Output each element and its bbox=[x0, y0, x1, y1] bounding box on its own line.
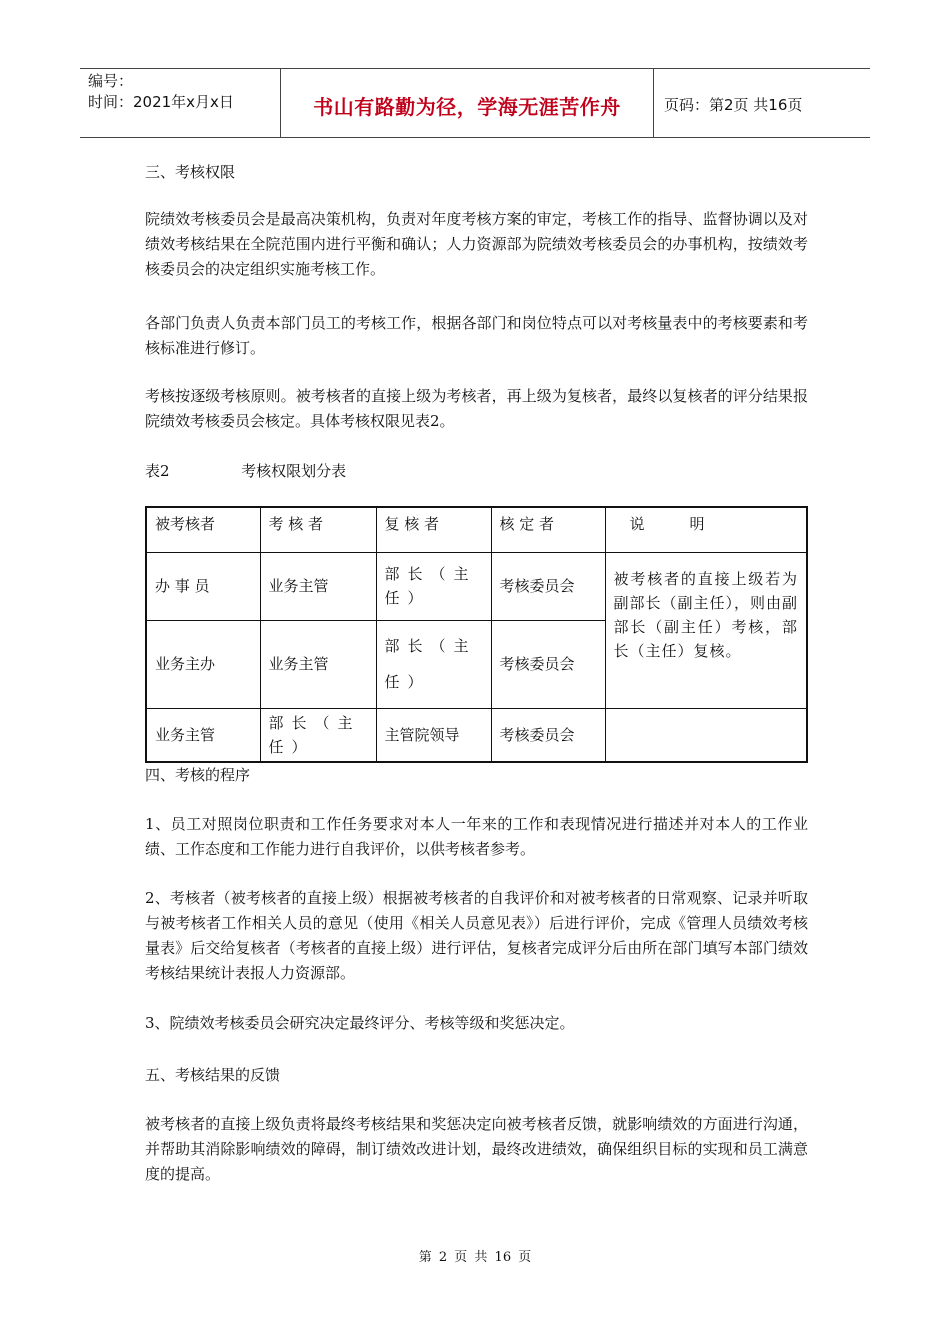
table-cell: 办 事 员 bbox=[146, 552, 260, 620]
table-caption-number: 表2 bbox=[145, 462, 170, 480]
table-cell: 业务主管 bbox=[260, 552, 376, 620]
permission-table bbox=[145, 506, 808, 763]
section4-paragraph: 2、考核者（被考核者的直接上级）根据被考核者的自我评价和对被考核者的日常观察、记录并听取与被考核者工作相关人员的意见（使用《相关人员意见表》）后进行评价，完成《管理人员绩效考核量表》后交给复核者（考核者的直接上级）进行评估，复核者完成评分后由所在部门填写本部门绩效考核结果统计表报人力资源部。 bbox=[145, 889, 808, 982]
table-cell: 考核委员会 bbox=[491, 552, 605, 620]
section3-paragraph: 各部门负责人负责本部门员工的考核工作，根据各部门和岗位特点可以对考核量表中的考核要素和考核标准进行修订。 bbox=[145, 314, 808, 357]
table-row bbox=[146, 708, 807, 762]
table-cell: 主管院领导 bbox=[376, 708, 491, 762]
section5-heading: 五、考核结果的反馈 bbox=[145, 1066, 281, 1084]
section5-paragraph: 被考核者的直接上级负责将最终考核结果和奖惩决定向被考核者反馈，就影响绩效的方面进行沟通，并帮助其消除影响绩效的障碍，制订绩效改进计划，最终改进绩效，确保组织目标的实现和员工满意度的提高。 bbox=[145, 1115, 808, 1183]
table-caption-title: 考核权限划分表 bbox=[241, 462, 347, 480]
header-left-cell bbox=[88, 71, 234, 113]
table-cell: 考核委员会 bbox=[491, 708, 605, 762]
table-cell: 部长（主任） bbox=[376, 552, 491, 620]
section3-paragraph: 考核按逐级考核原则。被考核者的直接上级为考核者，再上级为复核者，最终以复核者的评分结果报院绩效考核委员会核定。具体考核权限见表2。 bbox=[145, 387, 808, 430]
section4-heading: 四、考核的程序 bbox=[145, 766, 251, 784]
table-cell: 部长（主任） bbox=[376, 620, 491, 708]
header-cell: 核 定 者 bbox=[491, 507, 605, 552]
table-cell: 业务主办 bbox=[146, 620, 260, 708]
table-cell-empty bbox=[605, 708, 807, 762]
section4-paragraph: 1、员工对照岗位职责和工作任务要求对本人一年来的工作和表现情况进行描述并对本人的工作业绩、工作态度和工作能力进行自我评价，以供考核者参考。 bbox=[145, 815, 808, 858]
table-caption bbox=[145, 459, 346, 484]
header-cell: 说 明 bbox=[605, 507, 807, 552]
header-page-info: 页码：第2页 共16页 bbox=[664, 96, 803, 114]
table-cell: 业务主管 bbox=[146, 708, 260, 762]
header-divider bbox=[653, 69, 654, 137]
header-date-label: 时间：2021年x月x日 bbox=[88, 93, 234, 111]
table-cell: 考核委员会 bbox=[491, 620, 605, 708]
table-cell: 部长（主任） bbox=[260, 708, 376, 762]
header-cell: 考 核 者 bbox=[260, 507, 376, 552]
table-note-cell: 被考核者的直接上级若为副部长（副主任），则由副部长（副主任）考核，部长（主任）复核。 bbox=[605, 552, 807, 708]
header-cell: 被考核者 bbox=[146, 507, 260, 552]
table-cell: 业务主管 bbox=[260, 620, 376, 708]
section4-paragraph: 3、院绩效考核委员会研究决定最终评分、考核等级和奖惩决定。 bbox=[145, 1014, 575, 1032]
header-cell: 复 核 者 bbox=[376, 507, 491, 552]
section3-paragraph: 院绩效考核委员会是最高决策机构，负责对年度考核方案的审定，考核工作的指导、监督协调以及对绩效考核结果在全院范围内进行平衡和确认；人力资源部为院绩效考核委员会的办事机构，按绩效考核委员会的决定组织实施考核工作。 bbox=[145, 210, 808, 278]
header-motto: 书山有路勤为径，学海无涯苦作舟 bbox=[313, 95, 621, 119]
header-code-label: 编号： bbox=[88, 72, 134, 90]
table-row bbox=[146, 552, 807, 620]
table-header-row bbox=[146, 507, 807, 552]
section3-heading: 三、考核权限 bbox=[145, 163, 236, 181]
page-footer: 第 2 页 共 16 页 bbox=[418, 1250, 532, 1265]
page-header bbox=[80, 68, 870, 138]
